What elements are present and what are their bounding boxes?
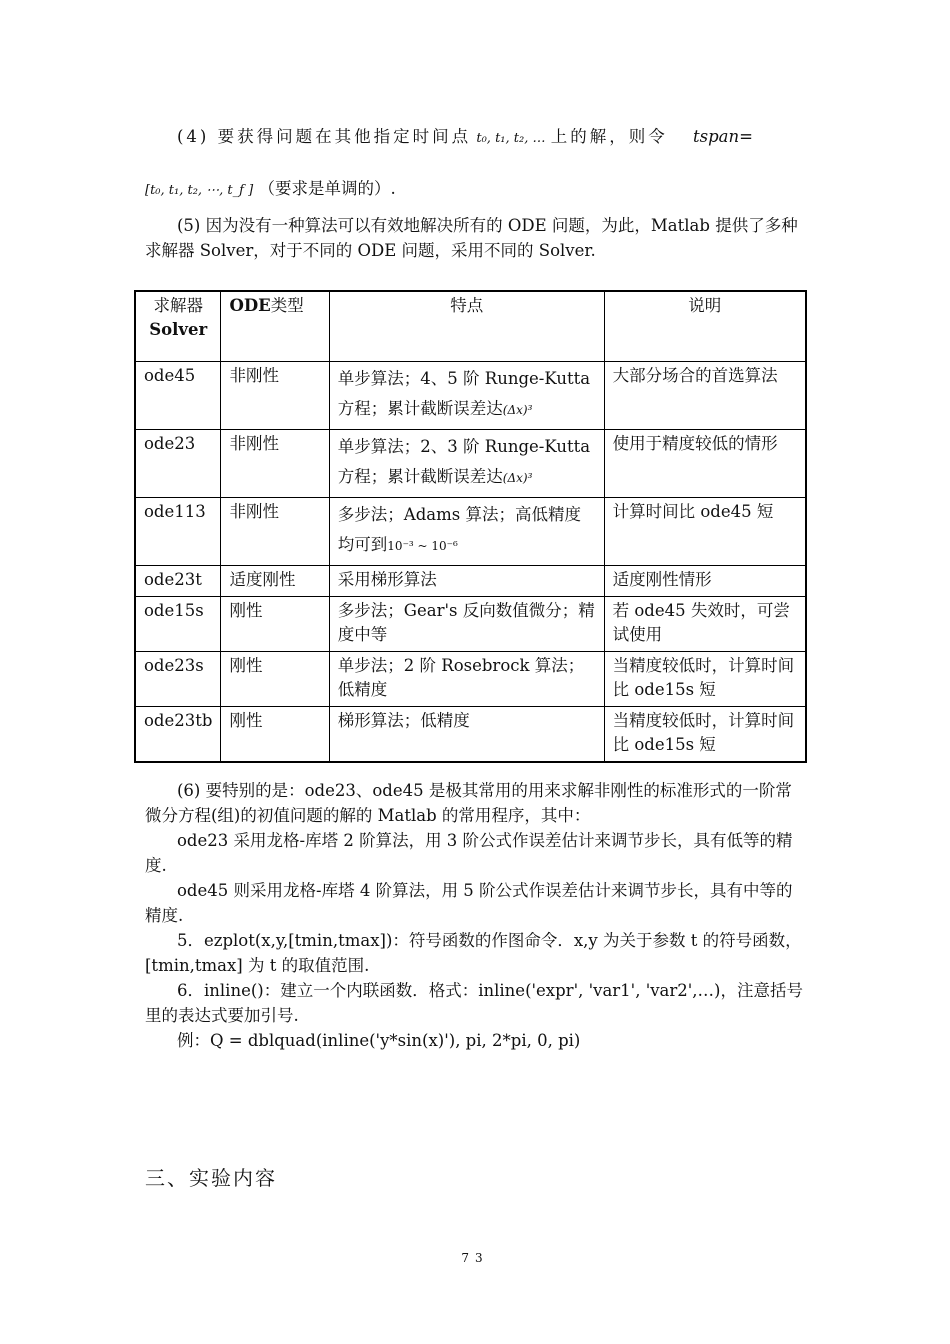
solver-cell: ode23: [135, 429, 221, 497]
solver-cell: ode23t: [135, 565, 221, 596]
para-4-tspan: tspan=: [692, 127, 753, 146]
section-heading: 三、实验内容: [145, 1166, 277, 1190]
header-feature: 特点: [329, 291, 604, 361]
type-cell: 非刚性: [221, 429, 329, 497]
type-cell: 非刚性: [221, 361, 329, 429]
para-4-suffix: 上的解，则令: [550, 127, 668, 146]
type-cell: 刚性: [221, 651, 329, 706]
note-cell: 当精度较低时，计算时间比 ode15s 短: [604, 651, 806, 706]
feature-math: (Δx)³: [502, 470, 533, 485]
para-example: 例：Q = dblquad(inline('y*sin(x)'), pi, 2*pi, 0, pi): [177, 1031, 581, 1050]
para-4-tspan-value: [t₀, t₁, t₂, ⋯, t_f ]: [145, 183, 254, 198]
page-number: 73: [461, 1251, 489, 1265]
table-row: [135, 706, 806, 762]
para-4-line2: [145, 176, 807, 203]
table-row: [135, 497, 806, 565]
para-4-prefix: (4) 要获得问题在其他指定时间点: [177, 127, 472, 146]
table-row: [135, 651, 806, 706]
solver-table: [134, 290, 807, 763]
note-cell: 适度刚性情形: [604, 565, 806, 596]
para-ode23: ode23 采用龙格-库塔 2 阶算法，用 3 阶公式作误差估计来调节步长，具有低等的精度.: [145, 831, 793, 875]
para-5: (5) 因为没有一种算法可以有效地解决所有的 ODE 问题，为此，Matlab 提供了多种求解器 Solver，对于不同的 ODE 问题，采用不同的 Solver.: [145, 216, 798, 260]
feature-cell: [329, 497, 604, 565]
feature-text: 多步法；Adams 算法；高低精度均可到: [337, 504, 581, 554]
para-4-points: t₀, t₁, t₂, …: [476, 131, 546, 146]
para-4-line1: [145, 124, 807, 151]
feature-cell: [329, 429, 604, 497]
feature-math: (Δx)³: [502, 402, 533, 417]
solver-cell: ode23s: [135, 651, 221, 706]
note-cell: 若 ode45 失效时，可尝试使用: [604, 596, 806, 651]
feature-cell: 多步法；Gear's 反向数值微分；精度中等: [329, 596, 604, 651]
feature-text: 单步算法；4、5 阶 Runge-Kutta 方程；累计截断误差达: [337, 368, 591, 418]
note-cell: 大部分场合的首选算法: [604, 361, 806, 429]
table-header-row: [135, 291, 806, 361]
table-row: [135, 429, 806, 497]
header-solver-cn: 求解器: [153, 296, 203, 315]
note-cell: 使用于精度较低的情形: [604, 429, 806, 497]
note-cell: 计算时间比 ode45 短: [604, 497, 806, 565]
type-cell: 适度刚性: [221, 565, 329, 596]
table-row: [135, 361, 806, 429]
type-cell: 非刚性: [221, 497, 329, 565]
header-ode-bold: ODE: [229, 296, 271, 315]
feature-cell: 单步法；2 阶 Rosebrock 算法；低精度: [329, 651, 604, 706]
feature-text: 单步算法；2、3 阶 Runge-Kutta 方程；累计截断误差达: [337, 436, 591, 486]
para-ode45: ode45 则采用龙格-库塔 4 阶算法，用 5 阶公式作误差估计来调节步长，具有中等的精度.: [145, 881, 793, 925]
para-6: (6) 要特别的是：ode23、ode45 是极其常用的用来求解非刚性的标准形式的一阶常微分方程(组)的初值问题的解的 Matlab 的常用程序，其中：: [145, 781, 792, 825]
header-note: 说明: [604, 291, 806, 361]
feature-cell: [329, 361, 604, 429]
solver-cell: ode113: [135, 497, 221, 565]
feature-cell: 采用梯形算法: [329, 565, 604, 596]
para-4-monotone-note: （要求是单调的）.: [258, 179, 396, 198]
header-ode-rest: 类型: [270, 296, 304, 315]
header-solver-en: Solver: [149, 320, 208, 339]
table-row: [135, 596, 806, 651]
feature-math: 10⁻³ ~ 10⁻⁶: [387, 538, 458, 553]
type-cell: 刚性: [221, 706, 329, 762]
header-ode-type: [221, 291, 329, 361]
table-row: [135, 565, 806, 596]
solver-cell: ode15s: [135, 596, 221, 651]
solver-cell: ode23tb: [135, 706, 221, 762]
para-ezplot: 5．ezplot(x,y,[tmin,tmax])：符号函数的作图命令．x,y 为关于参数 t 的符号函数，[tmin,tmax] 为 t 的取值范围.: [145, 931, 802, 975]
feature-cell: 梯形算法；低精度: [329, 706, 604, 762]
header-solver: [135, 291, 221, 361]
note-cell: 当精度较低时，计算时间比 ode15s 短: [604, 706, 806, 762]
para-inline: 6．inline()：建立一个内联函数．格式：inline('expr', 'var1', 'var2',…)，注意括号里的表达式要加引号.: [145, 981, 803, 1025]
solver-cell: ode45: [135, 361, 221, 429]
type-cell: 刚性: [221, 596, 329, 651]
